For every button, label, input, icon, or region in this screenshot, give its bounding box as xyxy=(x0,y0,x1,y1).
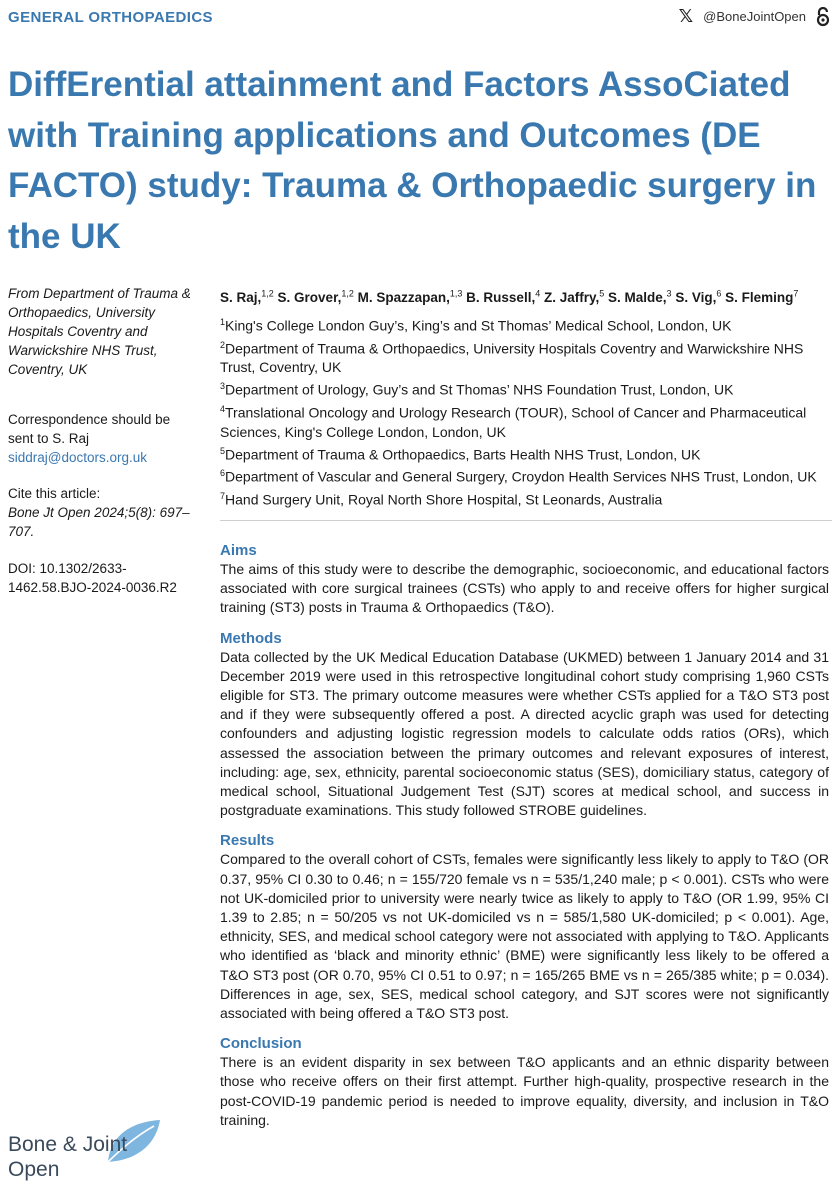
citation: Bone Jt Open 2024;5(8): 697–707. xyxy=(8,505,190,539)
twitter-handle[interactable]: @BoneJointOpen xyxy=(703,9,806,24)
header-social xyxy=(679,6,830,27)
aims-text: The aims of this study were to describe the demographic, socioeconomic, and educational factors associated with core surgical trainees (CSTs) who apply to and receive offers for higher surgical training (ST3) posts in Trauma & Orthopaedics (T&O). xyxy=(220,561,829,616)
abstract xyxy=(220,541,829,1141)
logo-line-1: Bone & Joint xyxy=(8,1133,128,1156)
open-access-icon xyxy=(816,7,830,27)
divider xyxy=(220,520,832,521)
aims-heading: Aims xyxy=(220,542,257,559)
sidebar-affiliation: From Department of Trauma & Orthopaedics, University Hospitals Coventry and Warwickshire NHS Trust, Coventry, UK xyxy=(8,286,191,377)
correspondence-text: Correspondence should be sent to S. Raj xyxy=(8,412,171,446)
author: B. Russell,$^4$ xyxy=(466,288,541,305)
article-sidebar xyxy=(8,284,198,597)
author: S. Malde,$^3$ xyxy=(608,288,672,305)
affiliation-item: $^7$Hand Surgery Unit, Royal North Shore Hospital, St Leonards, Australia xyxy=(220,490,663,508)
correspondence xyxy=(8,410,198,467)
logo-text xyxy=(8,1132,127,1182)
doi[interactable]: DOI: 10.1302/2633-1462.58.BJO-2024-0036.R2 xyxy=(8,561,177,595)
article-title: DiffErential attainment and Factors AssoCiated with Training applications and Outcomes (DE FACTO) study: Trauma & Orthopaedic surgery in the UK xyxy=(8,65,817,256)
affiliation-item: $^6$Department of Vascular and General Surgery, Croydon Health Services NHS Trust, London, UK xyxy=(220,468,817,485)
author: S. Vig,$^6$ xyxy=(675,288,722,305)
results-text: Compared to the overall cohort of CSTs, females were significantly less likely to apply to T&O (OR 0.37, 95% CI 0.30 to 0.46; n = 155/720 female vs n = 535/1,240 male; p < 0.001). CSTs who were not UK-domiciled prior to university were nearly twice as likely to apply to T&O (OR 1.99, 95% CI 1.39 to 2.85; n = 50/205 vs not UK-domiciled vs n = 585/1,580 UK-domiciled; p < 0.001). Age, ethnicity, SES, and medical school category were not associated with applying to T&O. Applicants who identified as ‘black and minority ethnic’ (BME) were significantly less likely to be offered a T&O ST3 post (OR 0.70, 95% CI 0.51 to 0.97; n = 165/265 BME vs n = 265/385 white; p = 0.034). Differences in age, sex, SES, medical school category, and SJT scores were not significantly associated with being offered a T&O ST3 post. xyxy=(220,851,829,1022)
x-logo-icon[interactable]: 𝕏 xyxy=(678,6,694,26)
correspondence-email-link[interactable]: siddraj@doctors.org.uk xyxy=(8,450,148,465)
conclusion-heading: Conclusion xyxy=(220,1035,302,1053)
journal-logo xyxy=(8,1118,168,1188)
affiliation-item: $^1$King's College London Guy’s, King’s and St Thomas’ Medical School, London, UK xyxy=(220,317,732,334)
affiliation-item: $^2$Department of Trauma & Orthopaedics, University Hospitals Coventry and Warwickshire NHS Trust, Coventry, UK xyxy=(220,339,804,376)
affiliation-list xyxy=(220,313,832,510)
affiliation-item: $^3$Department of Urology, Guy’s and St Thomas’ NHS Foundation Trust, London, UK xyxy=(220,381,734,398)
affiliation-item: $^4$Translational Oncology and Urology Research (TOUR), School of Cancer and Pharmaceutical Sciences, King's College London, London, UK xyxy=(220,403,807,440)
affiliation-item: $^5$Department of Trauma & Orthopaedics, Barts Health NHS Trust, London, UK xyxy=(220,445,701,463)
author-list xyxy=(220,284,832,307)
author: Z. Jaffry,$^5$ xyxy=(543,288,605,305)
author: M. Spazzapan,$^{1,3}$ xyxy=(357,288,463,305)
author: S. Fleming$^7$ xyxy=(725,288,799,305)
conclusion-text: There is an evident disparity in sex between T&O applicants and an ethnic disparity between those who receive offers on their first attempt. Further high-quality, prospective research in the post-COVID-19 pandemic period is needed to improve equality, diversity, and inclusion in T&O training. xyxy=(220,1054,829,1128)
results-heading: Results xyxy=(220,832,275,850)
section-label: GENERAL ORTHOPAEDICS xyxy=(8,9,213,26)
cite-label: Cite this article: xyxy=(8,486,101,501)
author: S. Raj,$^{1,2}$ xyxy=(220,288,274,305)
methods-heading: Methods xyxy=(220,629,282,647)
methods-text: Data collected by the UK Medical Education Database (UKMED) between 1 January 2014 and 31 December 2019 were used in this retrospective longitudinal cohort study comprising 1,960 CSTs eligible for ST3. The primary outcome measures were whether CSTs applied for a T&O ST3 post and if they were subsequently offered a post. A directed acyclic graph was used for detecting confounders and adjusting logistic regression models to calculate odds ratios (ORs), which assessed the association between the primary outcomes and relevant exposures of interest, including: age, sex, ethnicity, parental socioeconomic status (SES), domiciliary status, category of medical school, Situational Judgement Test (SJT) scores at medical school, and success in postgraduate examinations. This study followed STROBE guidelines. xyxy=(220,648,829,819)
author: S. Grover,$^{1,2}$ xyxy=(277,288,354,305)
logo-line-2: Open xyxy=(8,1158,60,1181)
